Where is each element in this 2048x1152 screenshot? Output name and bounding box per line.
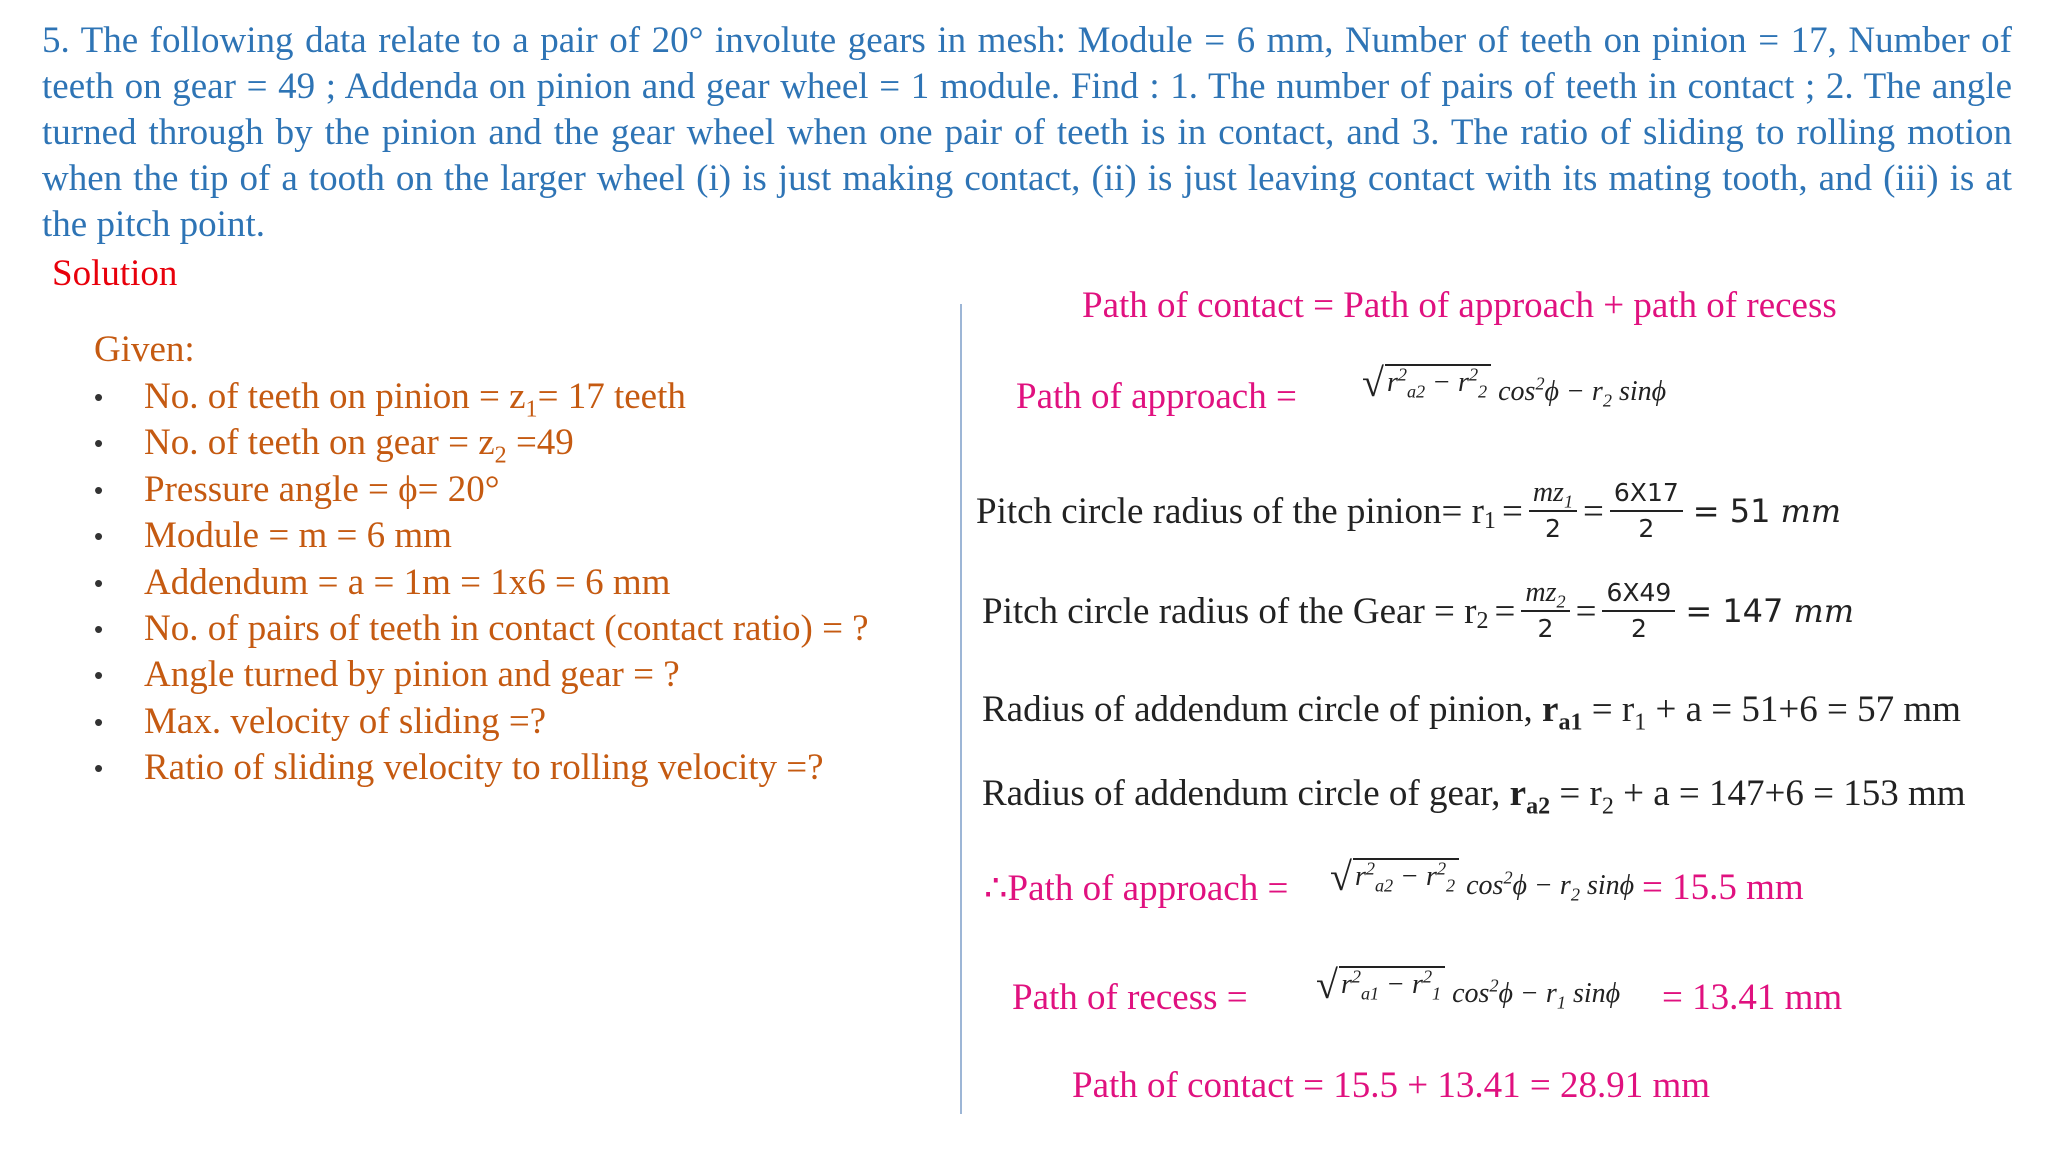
given-item-text: No. of teeth on pinion = z [144, 376, 526, 417]
formula-sub: 2 [1570, 884, 1580, 905]
formula-term: − r [1425, 367, 1469, 398]
sqrt-recess-formula [1316, 962, 1445, 1007]
recess-formula-expression [1339, 966, 1445, 1004]
formula-sub: 2 [1602, 390, 1612, 411]
addendum-gear-label: Radius of addendum circle of gear, [982, 773, 1510, 814]
equals-sign: = [1501, 490, 1523, 532]
addendum-pinion-eq-sub: 1 [1634, 709, 1647, 736]
formula-term: sinϕ [1579, 870, 1635, 901]
pinion-radius-row: Pitch circle radius of the pinion= r $_1$ = $\frac{mz_1}{2}$ = $\frac{6X17}{2}$ = 51 mm [976, 476, 1841, 546]
gear-radius-unit: mm [1793, 592, 1855, 630]
formula-sup: 2 [1503, 867, 1513, 888]
given-item [94, 699, 869, 745]
column-divider [960, 304, 962, 1114]
formula-term: r [1354, 861, 1366, 892]
formula-sub: 1 [1432, 983, 1442, 1004]
gear-radius-result: = 147 [1685, 592, 1784, 630]
formula-sub: a1 [1360, 983, 1380, 1004]
fraction-numerator-text: mz [1532, 477, 1564, 508]
pinion-numeric-fraction [1610, 476, 1683, 546]
given-item-sub: 1 [525, 396, 538, 423]
radical-sign-icon: √ [1316, 962, 1338, 1007]
fraction-denominator: 2 [1630, 614, 1647, 643]
addendum-gear-symbol: r [1509, 773, 1527, 814]
given-item-text: No. of teeth on gear = z [144, 422, 495, 464]
formula-sub: a2 [1374, 875, 1394, 896]
bullet-icon: • [94, 521, 104, 552]
given-item-text: Pressure angle = ϕ= 20° [144, 468, 500, 510]
sqrt-approach-formula-2 [1330, 854, 1459, 899]
formula-term: ϕ − r [1544, 376, 1603, 407]
formula-term: r [1340, 969, 1352, 1000]
equals-sign: = [1494, 590, 1516, 632]
given-item [94, 513, 869, 559]
given-list [94, 374, 869, 792]
addendum-gear-eq: = r [1550, 773, 1602, 814]
fraction-numerator-sub: 1 [1563, 491, 1574, 512]
gear-radius-row: Pitch circle radius of the Gear = r $_2$ = $\frac{mz_2}{2}$ = $\frac{6X49}{2}$ = 147 mm [982, 576, 1854, 646]
formula-sup: 2 [1351, 966, 1361, 987]
therefore-approach-label: ∴Path of approach = [984, 868, 1289, 909]
fraction-numerator [1521, 576, 1569, 612]
given-item [94, 606, 869, 652]
formula-sup: 2 [1365, 858, 1375, 879]
recess-value: = 13.41 mm [1662, 977, 1843, 1018]
bullet-icon: • [94, 428, 104, 459]
formula-term: sinϕ [1611, 376, 1667, 407]
recess-formula [1316, 962, 1621, 1013]
fraction-denominator: 2 [1544, 514, 1561, 543]
addendum-gear-result: + a = 147+6 = 153 mm [1613, 773, 1966, 814]
given-item [94, 467, 869, 513]
radical-sign-icon: √ [1330, 854, 1352, 899]
equals-sign: = [1583, 490, 1604, 532]
formula-term: − r [1379, 969, 1423, 1000]
formula-sub: 2 [1478, 381, 1488, 402]
given-title: Given: [94, 329, 195, 370]
bullet-icon: • [94, 382, 104, 412]
formula-term: ϕ − r [1498, 978, 1557, 1009]
given-item-text: No. of pairs of teeth in contact (contact ratio) = ? [144, 608, 869, 650]
formula-sub: a2 [1406, 381, 1426, 402]
addendum-pinion-result: + a = 51+6 = 57 mm [1646, 689, 1961, 730]
formula-sup: 2 [1397, 364, 1407, 385]
given-item [94, 745, 869, 791]
formula-sup: 2 [1535, 373, 1545, 394]
given-item-text-post: = 17 teeth [537, 376, 686, 417]
bullet-icon: • [94, 474, 104, 505]
problem-statement: 5. The following data relate to a pair of 20° involute gears in mesh: Module = 6 mm, Number of teeth on pinion = 17, Number of teeth on gear = 49 ; Addenda on pinion and gear wheel = 1 module. Find : 1. The number of pairs of teeth in contact ; 2. The angle turned through by the pinion and the gear wheel when one pair of teeth is in contact, and 3. The ratio of sliding to rolling motion when the tip of a tooth on the larger wheel (i) is just making contact, (ii) is just leaving contact with its mating tooth, and (iii) is at the pitch point. [42, 20, 2012, 245]
formula-sub: 2 [1446, 875, 1456, 896]
given-item-text: Module = m = 6 mm [144, 515, 452, 557]
formula-term: ϕ − r [1512, 870, 1571, 901]
sqrt-approach-formula [1362, 360, 1491, 405]
bullet-icon: • [94, 706, 104, 737]
bullet-icon: • [94, 567, 104, 598]
formula-term: cos [1459, 870, 1504, 901]
addendum-radius-gear-row [982, 772, 1966, 820]
given-item-text: Max. velocity of sliding =? [144, 700, 547, 742]
approach-formula-expression [1385, 364, 1491, 402]
formula-term: − r [1393, 861, 1437, 892]
addendum-gear-symbol-sub: a2 [1526, 793, 1551, 820]
given-item-text-post: =49 [506, 422, 574, 464]
formula-sup: 2 [1489, 975, 1499, 996]
approach-formula-2 [1330, 854, 1635, 905]
approach-value: = 15.5 mm [1642, 867, 1804, 908]
bullet-icon: • [94, 753, 104, 784]
equals-sign: = [1575, 590, 1597, 632]
addendum-pinion-symbol-sub: a1 [1558, 709, 1583, 736]
fraction-denominator: 2 [1537, 614, 1554, 643]
pinion-radius-unit: mm [1780, 492, 1842, 530]
formula-term: cos [1445, 978, 1490, 1009]
addendum-pinion-eq: = r [1582, 689, 1635, 730]
fraction-numerator: 6X17 [1610, 476, 1683, 512]
formula-sup: 2 [1468, 364, 1479, 385]
given-item [94, 652, 869, 698]
approach-formula-expression [1353, 858, 1459, 896]
given-item-sub: 2 [494, 442, 507, 469]
formula-term: cos [1491, 376, 1536, 407]
approach-formula-tail [1491, 373, 1667, 411]
radical-sign-icon: √ [1362, 360, 1384, 405]
addendum-pinion-symbol: r [1542, 689, 1559, 730]
pinion-radius-label: Pitch circle radius of the pinion= r [976, 490, 1484, 532]
recess-formula-tail [1445, 975, 1621, 1013]
fraction-numerator: 6X49 [1602, 576, 1675, 612]
path-of-recess-label: Path of recess = [1012, 977, 1248, 1018]
pinion-radius-fraction [1529, 476, 1577, 546]
approach-formula [1362, 360, 1667, 411]
fraction-numerator-sub: 2 [1556, 591, 1566, 612]
gear-radius-label: Pitch circle radius of the Gear = r [982, 590, 1477, 632]
addendum-radius-pinion-row [982, 688, 1961, 736]
given-item-text: Ratio of sliding velocity to rolling velocity =? [144, 747, 824, 789]
formula-sub: 1 [1556, 992, 1566, 1013]
pinion-radius-result: = 51 [1692, 492, 1771, 530]
bullet-icon: • [94, 660, 104, 691]
approach-formula-tail [1459, 867, 1635, 905]
given-item-text: Angle turned by pinion and gear = ? [144, 654, 680, 696]
bullet-icon: • [94, 614, 104, 645]
given-item [94, 560, 869, 606]
path-of-contact-definition: Path of contact = Path of approach + path of recess [1082, 285, 1837, 326]
gear-radius-fraction [1521, 576, 1569, 646]
given-item [94, 374, 869, 423]
formula-sup: 2 [1436, 858, 1447, 879]
given-item [94, 420, 869, 469]
formula-sup: 2 [1422, 966, 1433, 987]
path-of-contact-result: Path of contact = 15.5 + 13.41 = 28.91 mm [1072, 1065, 1711, 1106]
path-of-approach-label: Path of approach = [1016, 376, 1297, 417]
addendum-gear-eq-sub: 2 [1601, 793, 1614, 820]
formula-term: sinϕ [1565, 978, 1621, 1009]
fraction-numerator [1529, 476, 1577, 512]
given-item-text: Addendum = a = 1m = 1x6 = 6 mm [144, 561, 671, 603]
addendum-pinion-label: Radius of addendum circle of pinion, [982, 689, 1543, 730]
fraction-denominator: 2 [1638, 514, 1655, 543]
formula-term: r [1386, 367, 1398, 398]
gear-numeric-fraction [1602, 576, 1675, 646]
fraction-numerator-text: mz [1525, 577, 1557, 608]
solution-label: Solution [52, 253, 178, 294]
